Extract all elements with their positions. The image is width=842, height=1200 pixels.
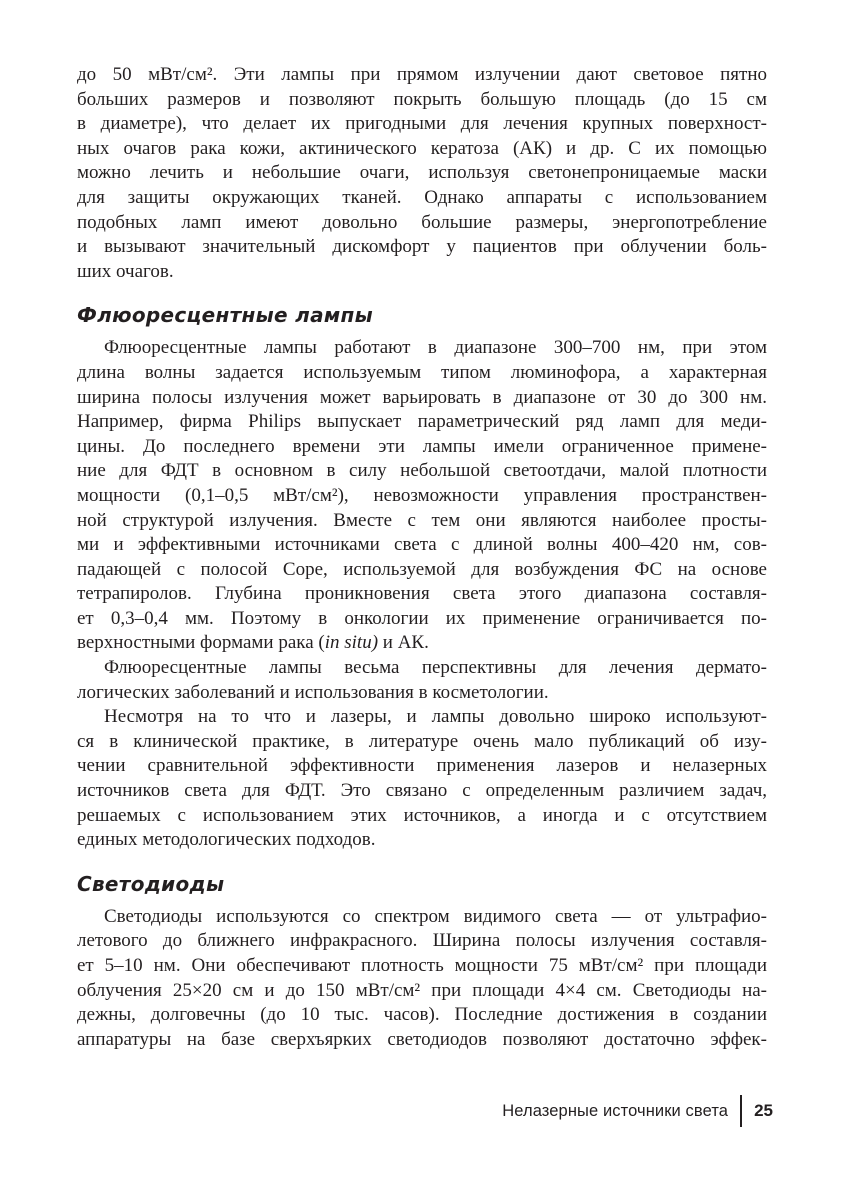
text-line: дежны, долговечны (до 10 тыс. часов). Последние достижения в создании <box>77 1004 767 1026</box>
leds-paragraph-1 <box>77 905 767 1053</box>
text-line: Светодиоды используются со спектром видимого света — от ультрафио- <box>104 905 767 927</box>
running-footer-title: Нелазерные источники света <box>502 1101 729 1120</box>
text-line: ширина полосы излучения может варьировать в диапазоне от 30 до 300 нм. <box>77 386 767 408</box>
text-line: до 50 мВт/см². Эти лампы при прямом излучении дают световое пятно <box>77 64 767 85</box>
italic-term-in-situ: in situ) <box>324 632 379 654</box>
section-heading-fluorescent-lamps: Флюоресцентные лампы <box>77 303 374 328</box>
text-line: облучения 25×20 см и до 150 мВт/см² при площади 4×4 см. Светодиоды на- <box>77 979 767 1001</box>
text-line: чении сравнительной эффективности применения лазеров и нелазерных <box>77 755 767 777</box>
fluorescent-paragraph-3 <box>77 705 767 853</box>
intro-paragraph <box>77 63 767 284</box>
text-line: летового до ближнего инфракрасного. Ширина полосы излучения составля- <box>77 930 767 952</box>
text-line: единых методологических подходов. <box>77 829 376 851</box>
text-line: и вызывают значительный дискомфорт у пациентов при облучении боль- <box>77 236 767 258</box>
text-line: ет 5–10 нм. Они обеспечивают плотность мощности 75 мВт/см² при площади <box>77 955 767 976</box>
text-line: Флюоресцентные лампы весьма перспективны для лечения дермато- <box>104 657 767 679</box>
text-line: ных очагов рака кожи, актинического кератоза (АК) и др. С их помощью <box>77 137 767 159</box>
text-line <box>77 631 767 656</box>
text-line: мощности (0,1–0,5 мВт/см²), невозможности управления пространствен- <box>77 484 767 506</box>
text-line: цины. До последнего времени эти лампы имели ограниченное примене- <box>77 435 767 457</box>
text-line: можно лечить и небольшие очаги, используя светонепроницаемые маски <box>77 162 767 184</box>
fluorescent-paragraph-2 <box>77 656 767 705</box>
page-body <box>77 63 767 1052</box>
text-fragment: и АК. <box>378 632 429 654</box>
section-heading-leds: Светодиоды <box>77 871 225 896</box>
text-line: ся в клинической практике, в литературе очень мало публикаций об изу- <box>77 730 767 752</box>
text-line: решаемых с использованием этих источников, а иногда и с отсутствием <box>77 804 767 826</box>
text-fragment: верхностными формами рака ( <box>77 632 325 654</box>
text-line: Несмотря на то что и лазеры, и лампы довольно широко используют- <box>104 706 767 728</box>
text-line: логических заболеваний и использования в косметологии. <box>77 681 549 703</box>
text-line: источников света для ФДТ. Это связано с определенным различием задач, <box>77 780 767 802</box>
text-line: падающей с полосой Соре, используемой для возбуждения ФС на основе <box>77 558 767 580</box>
text-line: ние для ФДТ в основном в силу небольшой светоотдачи, малой плотности <box>77 460 767 482</box>
text-line: подобных ламп имеют довольно большие размеры, энергопотребление <box>77 211 767 233</box>
fluorescent-paragraph-1 <box>77 336 767 656</box>
text-line: ет 0,3–0,4 мм. Поэтому в онкологии их применение ограничивается по- <box>77 607 767 629</box>
text-line: для защиты окружающих тканей. Однако аппараты с использованием <box>77 186 767 208</box>
text-line: ших очагов. <box>77 260 174 282</box>
text-line: аппаратуры на базе сверхъярких светодиодов позволяют достаточно эффек- <box>77 1028 767 1050</box>
text-line: ми и эффективными источниками света с длиной волны 400–420 нм, сов- <box>77 534 767 556</box>
text-line: Например, фирма Philips выпускает параметрический ряд ламп для меди- <box>77 411 767 433</box>
text-line: в диаметре), что делает их пригодными для лечения крупных поверхност- <box>77 113 767 135</box>
text-line: больших размеров и позволяют покрыть большую площадь (до 15 см <box>77 88 767 110</box>
text-line: ной структурой излучения. Вместе с тем они являются наиболее просты- <box>77 509 767 531</box>
page-number: 25 <box>754 1101 773 1120</box>
text-line: длина волны задается используемым типом люминофора, а характерная <box>77 361 767 383</box>
page-footer <box>502 1096 773 1126</box>
text-line: тетрапиролов. Глубина проникновения света этого диапазона составля- <box>77 583 767 605</box>
text-line: Флюоресцентные лампы работают в диапазоне 300–700 нм, при этом <box>104 337 767 359</box>
